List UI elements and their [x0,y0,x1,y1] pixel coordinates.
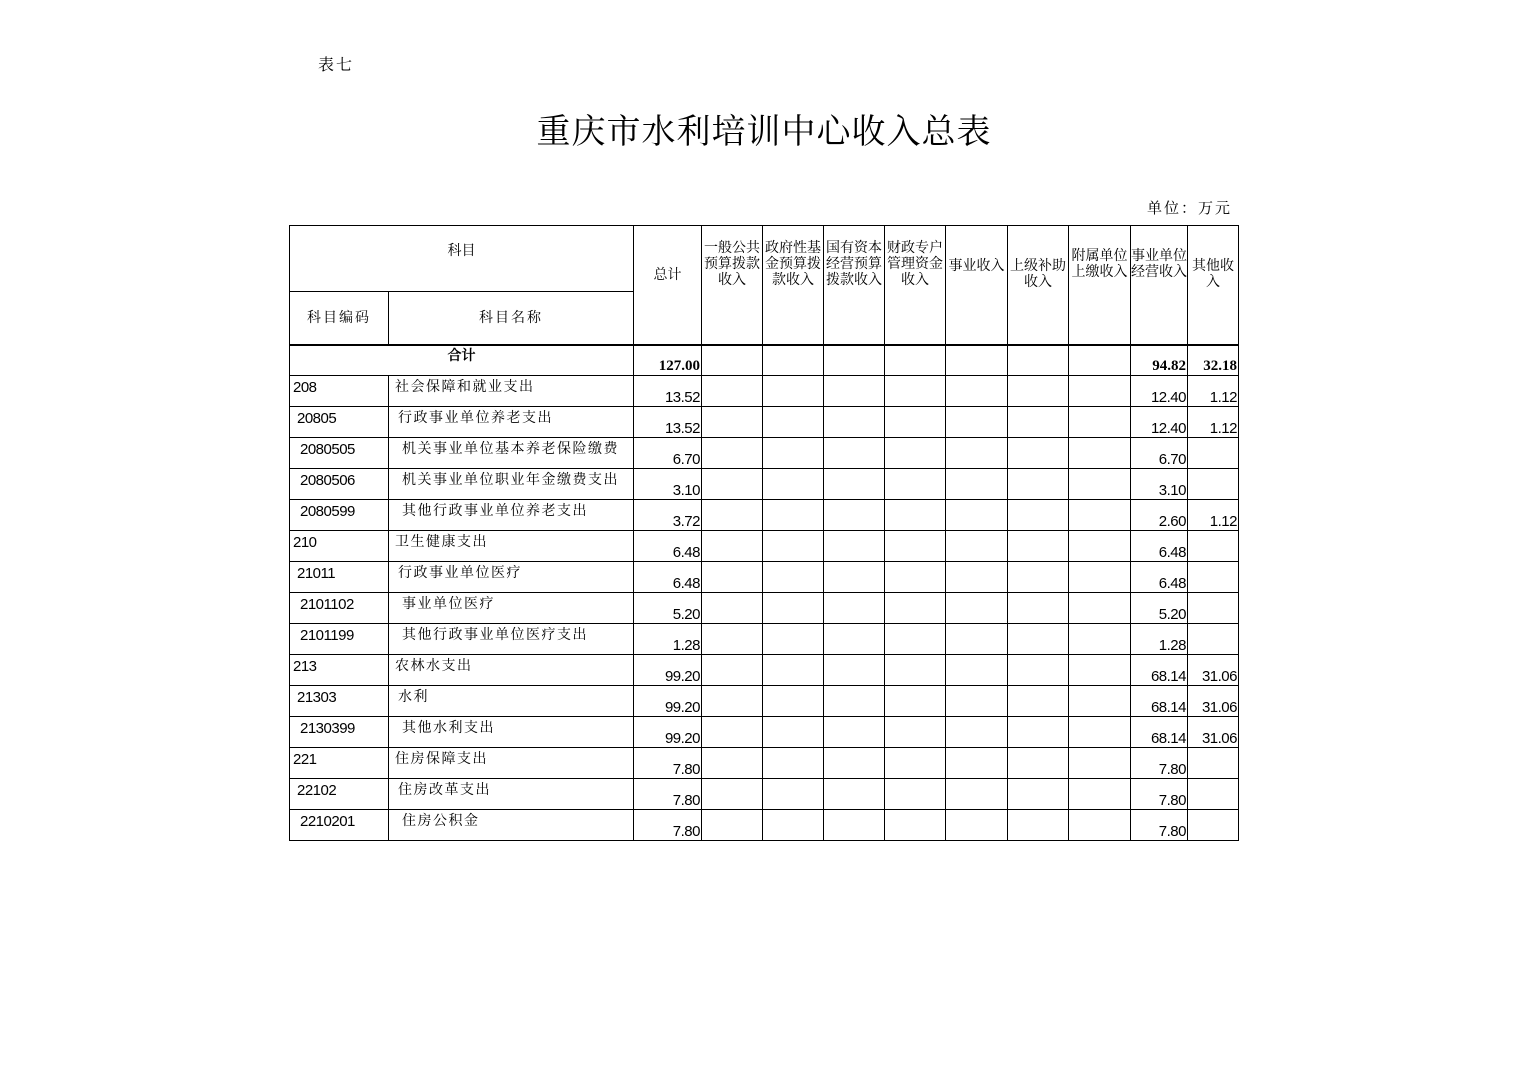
header-business-income: 事业收入 [946,226,1008,345]
superior-subsidy-cell [1008,592,1069,623]
operating-income-cell: 68.14 [1131,685,1188,716]
fiscal-special-cell [885,499,946,530]
affiliated-income-cell [1069,716,1131,747]
subject-name: 其他行政事业单位养老支出 [389,499,634,530]
header-operating-income: 事业单位经营收入 [1131,226,1188,345]
subject-name: 其他水利支出 [389,716,634,747]
subject-code: 21011 [290,561,389,592]
header-affiliated-income: 附属单位上缴收入 [1069,226,1131,345]
superior-subsidy-cell [1008,654,1069,685]
gov-fund-cell [763,375,824,406]
superior-subsidy-cell [1008,375,1069,406]
total-cell: 99.20 [634,685,702,716]
subject-code: 22102 [290,778,389,809]
business-income-cell [946,716,1008,747]
business-income-cell [946,499,1008,530]
state-capital-cell [824,809,885,840]
subject-code: 221 [290,747,389,778]
operating-income-cell: 3.10 [1131,468,1188,499]
operating-income-cell: 5.20 [1131,592,1188,623]
subject-code: 2080506 [290,468,389,499]
subject-code: 2080599 [290,499,389,530]
gov-fund-cell [763,437,824,468]
affiliated-income-cell [1069,592,1131,623]
subject-code: 2130399 [290,716,389,747]
business-income-cell [946,623,1008,654]
other-income-cell: 1.12 [1188,406,1239,437]
superior-subsidy-cell [1008,499,1069,530]
subject-code: 208 [290,375,389,406]
subject-name: 水利 [389,685,634,716]
general-budget-cell [702,499,763,530]
business-income-cell [946,654,1008,685]
table-row [290,406,1239,437]
affiliated-income-cell [1069,809,1131,840]
fiscal-special-cell [885,406,946,437]
subject-name: 其他行政事业单位医疗支出 [389,623,634,654]
other-income-cell [1188,437,1239,468]
subject-code: 2080505 [290,437,389,468]
subject-name: 机关事业单位基本养老保险缴费 [389,437,634,468]
general-budget-cell [702,809,763,840]
subject-name: 社会保障和就业支出 [389,375,634,406]
general-budget-cell [702,437,763,468]
total-cell: 3.10 [634,468,702,499]
affiliated-income-cell [1069,561,1131,592]
fiscal-special-cell [885,437,946,468]
subject-name: 住房改革支出 [389,778,634,809]
fiscal-special-cell [885,592,946,623]
gov-fund-cell [763,623,824,654]
affiliated-income-cell [1069,406,1131,437]
total-cell: 3.72 [634,499,702,530]
state-capital-cell [824,685,885,716]
business-income-cell [946,778,1008,809]
header-other-income: 其他收入 [1188,226,1239,345]
superior-subsidy-cell [1008,685,1069,716]
general-budget-cell [702,623,763,654]
subject-name: 机关事业单位职业年金缴费支出 [389,468,634,499]
header-superior-subsidy: 上级补助收入 [1008,226,1069,345]
business-income-cell [946,406,1008,437]
gov-fund-cell [763,685,824,716]
business-income-cell [946,375,1008,406]
subject-code: 21303 [290,685,389,716]
table-row [290,685,1239,716]
affiliated-income-cell [1069,778,1131,809]
table-row [290,778,1239,809]
operating-income-cell: 7.80 [1131,809,1188,840]
fiscal-special-cell [885,747,946,778]
state-capital-cell [824,592,885,623]
table-row [290,468,1239,499]
total-cell: 6.70 [634,437,702,468]
superior-subsidy-cell [1008,623,1069,654]
subject-name: 卫生健康支出 [389,530,634,561]
subject-code: 210 [290,530,389,561]
state-capital-cell [824,530,885,561]
operating-income-cell: 12.40 [1131,375,1188,406]
table-row [290,623,1239,654]
subject-name: 行政事业单位医疗 [389,561,634,592]
income-summary-table [289,225,1239,841]
operating-income-cell: 2.60 [1131,499,1188,530]
table-row [290,716,1239,747]
state-capital-cell [824,561,885,592]
other-income-cell [1188,592,1239,623]
superior-subsidy-cell [1008,809,1069,840]
table-row [290,654,1239,685]
business-income-cell [946,747,1008,778]
table-row [290,747,1239,778]
superior-subsidy-cell [1008,406,1069,437]
table-row [290,437,1239,468]
other-income-cell [1188,530,1239,561]
header-gov-fund: 政府性基金预算拨款收入 [763,226,824,345]
subject-name: 农林水支出 [389,654,634,685]
gov-fund-cell [763,499,824,530]
affiliated-income-cell [1069,468,1131,499]
header-state-capital: 国有资本经营预算拨款收入 [824,226,885,345]
other-income-cell [1188,747,1239,778]
business-income-cell [946,561,1008,592]
operating-income-cell: 68.14 [1131,716,1188,747]
total-cell: 6.48 [634,530,702,561]
operating-income-cell: 6.48 [1131,530,1188,561]
page-title: 重庆市水利培训中心收入总表 [536,112,992,152]
business-income-cell [946,685,1008,716]
general-budget-cell [702,716,763,747]
gov-fund-cell [763,406,824,437]
total-cell: 7.80 [634,809,702,840]
affiliated-income-cell [1069,530,1131,561]
total-cell: 7.80 [634,778,702,809]
total-value: 127.00 [634,345,702,376]
total-label: 合计 [290,345,634,376]
other-income-cell [1188,468,1239,499]
subject-code: 2101102 [290,592,389,623]
operating-income-cell: 7.80 [1131,747,1188,778]
total-operating-income: 94.82 [1131,345,1188,376]
other-income-cell: 1.12 [1188,375,1239,406]
business-income-cell [946,437,1008,468]
subject-code: 20805 [290,406,389,437]
superior-subsidy-cell [1008,561,1069,592]
header-subject-name: 科目名称 [389,292,634,345]
business-income-cell [946,530,1008,561]
gov-fund-cell [763,530,824,561]
operating-income-cell: 1.28 [1131,623,1188,654]
general-budget-cell [702,778,763,809]
fiscal-special-cell [885,468,946,499]
total-cell: 13.52 [634,406,702,437]
affiliated-income-cell [1069,375,1131,406]
table-row [290,375,1239,406]
business-income-cell [946,809,1008,840]
affiliated-income-cell [1069,747,1131,778]
subject-code: 2101199 [290,623,389,654]
gov-fund-cell [763,747,824,778]
other-income-cell: 1.12 [1188,499,1239,530]
table-row [290,809,1239,840]
general-budget-cell [702,747,763,778]
operating-income-cell: 68.14 [1131,654,1188,685]
total-row [290,345,1239,376]
gov-fund-cell [763,468,824,499]
superior-subsidy-cell [1008,747,1069,778]
total-cell: 5.20 [634,592,702,623]
total-cell: 6.48 [634,561,702,592]
other-income-cell [1188,809,1239,840]
state-capital-cell [824,468,885,499]
state-capital-cell [824,499,885,530]
total-cell: 13.52 [634,375,702,406]
operating-income-cell: 12.40 [1131,406,1188,437]
state-capital-cell [824,437,885,468]
header-fiscal-special: 财政专户管理资金收入 [885,226,946,345]
state-capital-cell [824,654,885,685]
header-subject: 科目 [290,226,634,292]
total-cell: 7.80 [634,747,702,778]
header-subject-code: 科目编码 [290,292,389,345]
affiliated-income-cell [1069,654,1131,685]
superior-subsidy-cell [1008,716,1069,747]
header-total: 总计 [634,226,702,345]
subject-name: 住房保障支出 [389,747,634,778]
gov-fund-cell [763,561,824,592]
gov-fund-cell [763,592,824,623]
subject-name: 住房公积金 [389,809,634,840]
gov-fund-cell [763,778,824,809]
state-capital-cell [824,747,885,778]
affiliated-income-cell [1069,437,1131,468]
general-budget-cell [702,530,763,561]
general-budget-cell [702,375,763,406]
state-capital-cell [824,716,885,747]
fiscal-special-cell [885,623,946,654]
other-income-cell: 31.06 [1188,716,1239,747]
unit-label: 单位：万元 [1146,199,1232,217]
fiscal-special-cell [885,716,946,747]
total-cell: 99.20 [634,654,702,685]
state-capital-cell [824,623,885,654]
subject-code: 213 [290,654,389,685]
other-income-cell [1188,623,1239,654]
business-income-cell [946,468,1008,499]
general-budget-cell [702,561,763,592]
fiscal-special-cell [885,809,946,840]
fiscal-special-cell [885,530,946,561]
header-general-budget: 一般公共预算拨款收入 [702,226,763,345]
fiscal-special-cell [885,778,946,809]
subject-name: 事业单位医疗 [389,592,634,623]
table-row [290,592,1239,623]
state-capital-cell [824,375,885,406]
subject-code: 2210201 [290,809,389,840]
subject-name: 行政事业单位养老支出 [389,406,634,437]
affiliated-income-cell [1069,623,1131,654]
fiscal-special-cell [885,375,946,406]
operating-income-cell: 6.70 [1131,437,1188,468]
general-budget-cell [702,468,763,499]
other-income-cell [1188,778,1239,809]
superior-subsidy-cell [1008,468,1069,499]
table-number: 表七 [318,55,355,74]
general-budget-cell [702,592,763,623]
fiscal-special-cell [885,654,946,685]
state-capital-cell [824,778,885,809]
other-income-cell: 31.06 [1188,685,1239,716]
other-income-cell [1188,561,1239,592]
gov-fund-cell [763,654,824,685]
business-income-cell [946,592,1008,623]
other-income-cell: 31.06 [1188,654,1239,685]
superior-subsidy-cell [1008,530,1069,561]
affiliated-income-cell [1069,499,1131,530]
fiscal-special-cell [885,561,946,592]
gov-fund-cell [763,716,824,747]
table-row [290,499,1239,530]
general-budget-cell [702,406,763,437]
total-other-income: 32.18 [1188,345,1239,376]
total-cell: 1.28 [634,623,702,654]
table-row [290,530,1239,561]
gov-fund-cell [763,809,824,840]
superior-subsidy-cell [1008,437,1069,468]
state-capital-cell [824,406,885,437]
superior-subsidy-cell [1008,778,1069,809]
general-budget-cell [702,654,763,685]
fiscal-special-cell [885,685,946,716]
affiliated-income-cell [1069,685,1131,716]
operating-income-cell: 6.48 [1131,561,1188,592]
general-budget-cell [702,685,763,716]
table-row [290,561,1239,592]
operating-income-cell: 7.80 [1131,778,1188,809]
total-cell: 99.20 [634,716,702,747]
